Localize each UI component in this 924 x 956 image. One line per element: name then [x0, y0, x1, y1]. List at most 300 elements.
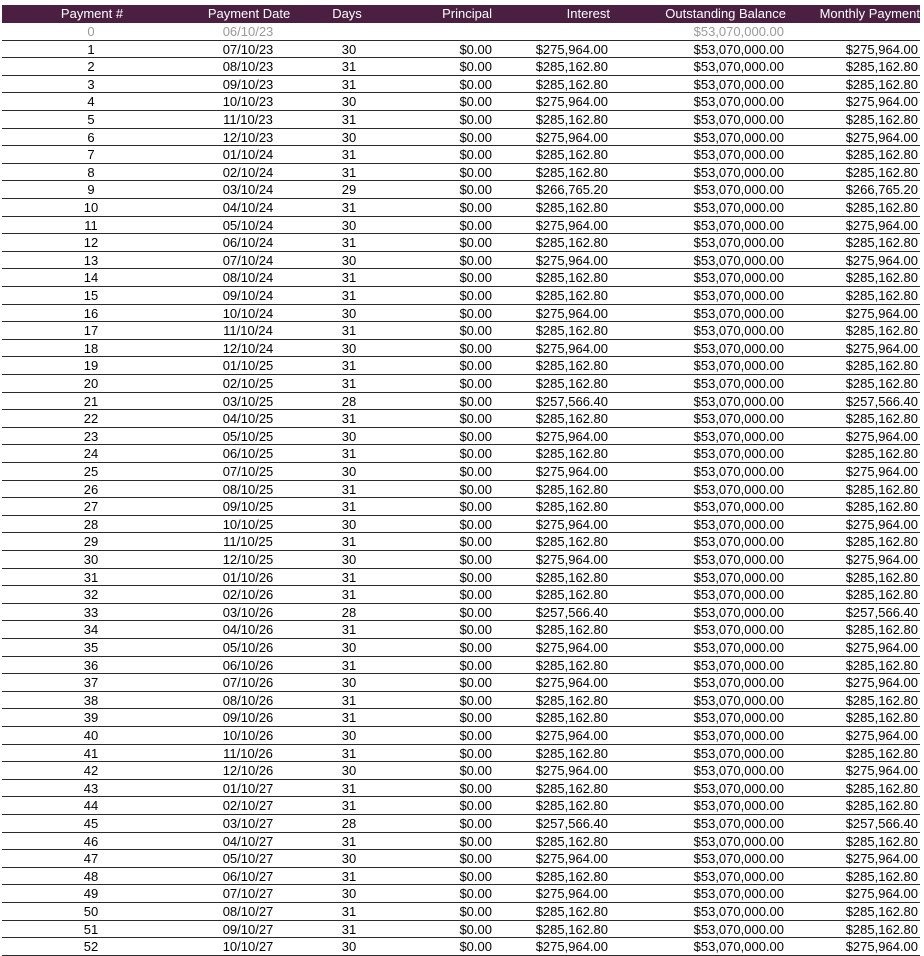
cell-payment-date: 09/10/27: [222, 921, 274, 937]
cell-interest: $285,162.80: [535, 710, 608, 726]
cell-monthly-payment: $275,964.00: [845, 41, 918, 57]
cell-outstanding-balance: $53,070,000.00: [693, 59, 784, 75]
cell-payment-date: 02/10/27: [222, 798, 274, 814]
cell-outstanding-balance: $53,070,000.00: [693, 129, 784, 145]
table-row: [2, 797, 920, 815]
cell-monthly-payment: $285,162.80: [845, 657, 918, 673]
cell-principal: $0.00: [459, 428, 492, 444]
cell-days: 31: [341, 833, 357, 849]
cell-interest: $285,162.80: [535, 112, 608, 127]
cell-payment-date: 07/10/25: [222, 464, 274, 479]
cell-days: 31: [341, 76, 357, 92]
header-monthly-payment: Monthly Payment: [819, 6, 920, 21]
cell-principal: $0.00: [459, 534, 492, 550]
cell-principal: $0.00: [459, 816, 492, 831]
cell-outstanding-balance: $53,070,000.00: [693, 939, 784, 955]
cell-interest: $275,964.00: [535, 217, 608, 233]
cell-principal: $0.00: [459, 464, 492, 479]
cell-days: 31: [341, 323, 357, 339]
cell-payment-date: 08/10/25: [222, 481, 274, 497]
cell-outstanding-balance: $53,070,000.00: [693, 675, 784, 691]
table-row: [2, 903, 920, 921]
cell-payment-date: 02/10/24: [222, 164, 274, 180]
cell-payment-date: 11/10/24: [223, 323, 273, 339]
cell-days: 30: [341, 552, 357, 567]
table-row: [2, 885, 920, 903]
cell-outstanding-balance: $53,070,000.00: [693, 552, 784, 567]
cell-payment-date: 01/10/24: [222, 147, 274, 163]
cell-days: 30: [341, 728, 357, 743]
cell-payment-date: 09/10/24: [222, 288, 274, 303]
cell-outstanding-balance: $53,070,000.00: [693, 112, 784, 127]
table-row: [2, 727, 920, 745]
table-row: [2, 305, 920, 323]
cell-payment-date: 06/10/23: [222, 24, 274, 39]
cell-principal: $0.00: [459, 622, 492, 638]
cell-interest: $285,162.80: [535, 358, 608, 374]
table-row: [2, 93, 920, 111]
cell-interest: $285,162.80: [535, 587, 608, 603]
cell-payment-number: 6: [87, 129, 95, 145]
cell-interest: $285,162.80: [535, 59, 608, 75]
cell-payment-number: 2: [87, 59, 95, 75]
cell-monthly-payment: $275,964.00: [845, 217, 918, 233]
cell-payment-number: 0: [87, 24, 95, 39]
cell-monthly-payment: $285,162.80: [845, 76, 918, 92]
cell-principal: $0.00: [459, 358, 492, 374]
cell-payment-number: 32: [83, 587, 99, 603]
cell-payment-number: 17: [83, 323, 99, 339]
cell-principal: $0.00: [459, 780, 492, 796]
cell-monthly-payment: $285,162.80: [845, 904, 918, 919]
cell-days: 31: [341, 745, 357, 761]
cell-interest: $275,964.00: [535, 41, 608, 57]
cell-payment-number: 10: [83, 200, 99, 215]
cell-principal: $0.00: [459, 129, 492, 145]
cell-interest: $275,964.00: [535, 939, 608, 955]
cell-outstanding-balance: $53,070,000.00: [693, 728, 784, 743]
cell-interest: $275,964.00: [535, 640, 608, 655]
table-row: [2, 780, 920, 798]
cell-monthly-payment: $285,162.80: [845, 200, 918, 215]
cell-principal: $0.00: [459, 323, 492, 339]
cell-payment-number: 11: [84, 217, 98, 233]
header-principal: Principal: [442, 6, 492, 21]
cell-monthly-payment: $285,162.80: [845, 446, 918, 462]
cell-interest: $285,162.80: [535, 411, 608, 427]
table-row: [2, 921, 920, 939]
cell-payment-number: 28: [83, 516, 99, 532]
cell-interest: $285,162.80: [535, 481, 608, 497]
cell-outstanding-balance: $53,070,000.00: [693, 868, 784, 884]
cell-payment-number: 48: [83, 868, 99, 884]
cell-monthly-payment: $285,162.80: [845, 164, 918, 180]
cell-monthly-payment: $285,162.80: [845, 587, 918, 603]
cell-interest: $285,162.80: [535, 904, 608, 919]
cell-monthly-payment: $275,964.00: [845, 640, 918, 655]
cell-interest: $285,162.80: [535, 323, 608, 339]
table-row: [2, 621, 920, 639]
cell-interest: $275,964.00: [535, 675, 608, 691]
cell-days: 31: [341, 112, 357, 127]
cell-payment-date: 04/10/25: [222, 411, 274, 427]
cell-days: 31: [341, 358, 357, 374]
cell-outstanding-balance: $53,070,000.00: [693, 41, 784, 57]
cell-outstanding-balance: $53,070,000.00: [693, 780, 784, 796]
cell-outstanding-balance: $53,070,000.00: [693, 76, 784, 92]
cell-payment-date: 03/10/27: [222, 816, 274, 831]
cell-principal: $0.00: [459, 59, 492, 75]
cell-payment-number: 5: [87, 112, 95, 127]
cell-payment-number: 23: [83, 428, 99, 444]
cell-principal: $0.00: [459, 411, 492, 427]
cell-interest: $275,964.00: [535, 94, 608, 110]
cell-payment-number: 35: [83, 640, 99, 655]
cell-days: 30: [341, 428, 357, 444]
cell-days: 30: [341, 851, 357, 867]
cell-interest: $285,162.80: [535, 288, 608, 303]
table-row: [2, 111, 920, 129]
table-row: [2, 551, 920, 569]
cell-monthly-payment: $275,964.00: [845, 516, 918, 532]
cell-principal: $0.00: [459, 939, 492, 955]
cell-outstanding-balance: $53,070,000.00: [693, 235, 784, 251]
table-row: [2, 745, 920, 763]
cell-days: 30: [341, 94, 357, 110]
cell-payment-date: 02/10/25: [222, 376, 274, 391]
cell-interest: $285,162.80: [535, 692, 608, 708]
table-row: [2, 709, 920, 727]
header-payment-number: Payment #: [60, 6, 124, 21]
cell-monthly-payment: $285,162.80: [845, 376, 918, 391]
cell-interest: $285,162.80: [535, 147, 608, 163]
table-row: [2, 129, 920, 147]
cell-interest: $285,162.80: [535, 780, 608, 796]
cell-payment-date: 08/10/27: [222, 904, 274, 919]
cell-outstanding-balance: $53,070,000.00: [693, 147, 784, 163]
table-row: [2, 498, 920, 516]
table-row: [2, 217, 920, 235]
cell-monthly-payment: $275,964.00: [845, 886, 918, 902]
cell-payment-date: 12/10/26: [222, 763, 274, 779]
cell-outstanding-balance: $53,070,000.00: [693, 534, 784, 550]
cell-payment-number: 52: [83, 939, 99, 955]
cell-principal: $0.00: [459, 833, 492, 849]
cell-days: 28: [341, 393, 357, 409]
header-interest: Interest: [566, 6, 610, 21]
cell-principal: $0.00: [459, 235, 492, 251]
cell-interest: $275,964.00: [535, 340, 608, 356]
cell-payment-date: 08/10/23: [222, 59, 274, 75]
cell-days: 30: [341, 939, 357, 955]
cell-payment-date: 05/10/24: [222, 217, 274, 233]
cell-outstanding-balance: $53,070,000.00: [693, 428, 784, 444]
cell-days: 28: [341, 816, 357, 831]
cell-payment-date: 08/10/26: [222, 692, 274, 708]
cell-principal: $0.00: [459, 94, 492, 110]
cell-principal: $0.00: [459, 710, 492, 726]
cell-monthly-payment: $257,566.40: [845, 393, 918, 409]
cell-interest: $285,162.80: [535, 569, 608, 585]
cell-payment-number: 31: [83, 569, 99, 585]
table-row: [2, 234, 920, 252]
cell-interest: $275,964.00: [535, 464, 608, 479]
cell-payment-date: 05/10/27: [222, 851, 274, 867]
cell-monthly-payment: $285,162.80: [845, 745, 918, 761]
table-row: [2, 516, 920, 534]
cell-monthly-payment: $275,964.00: [845, 428, 918, 444]
cell-days: 31: [341, 59, 357, 75]
header-outstanding-balance: Outstanding Balance: [665, 6, 786, 21]
cell-outstanding-balance: $53,070,000.00: [693, 604, 784, 620]
cell-principal: $0.00: [459, 904, 492, 919]
cell-days: 31: [341, 622, 357, 638]
cell-payment-date: 09/10/26: [222, 710, 274, 726]
cell-monthly-payment: $285,162.80: [845, 780, 918, 796]
cell-days: 30: [341, 464, 357, 479]
cell-payment-date: 01/10/25: [222, 358, 274, 374]
cell-outstanding-balance: $53,070,000.00: [693, 587, 784, 603]
cell-principal: $0.00: [459, 798, 492, 814]
cell-payment-date: 07/10/24: [222, 252, 274, 268]
cell-monthly-payment: $285,162.80: [845, 921, 918, 937]
cell-outstanding-balance: $53,070,000.00: [693, 745, 784, 761]
cell-monthly-payment: $275,964.00: [845, 94, 918, 110]
cell-payment-number: 7: [87, 147, 95, 163]
cell-days: 31: [341, 534, 357, 550]
table-row: [2, 375, 920, 393]
cell-payment-date: 01/10/26: [222, 569, 274, 585]
cell-days: 31: [341, 692, 357, 708]
table-row: [2, 41, 920, 59]
cell-payment-date: 05/10/25: [222, 428, 274, 444]
cell-payment-number: 37: [83, 675, 99, 691]
cell-principal: $0.00: [459, 552, 492, 567]
cell-monthly-payment: $285,162.80: [845, 798, 918, 814]
cell-payment-date: 01/10/27: [222, 780, 274, 796]
cell-monthly-payment: $285,162.80: [845, 481, 918, 497]
table-row: [2, 393, 920, 411]
cell-payment-number: 19: [83, 358, 99, 374]
cell-principal: $0.00: [459, 182, 492, 198]
cell-monthly-payment: $285,162.80: [845, 411, 918, 427]
cell-outstanding-balance: $53,070,000.00: [693, 217, 784, 233]
cell-outstanding-balance: $53,070,000.00: [693, 305, 784, 321]
cell-principal: $0.00: [459, 728, 492, 743]
cell-payment-date: 10/10/27: [222, 939, 274, 955]
cell-payment-number: 22: [83, 411, 99, 427]
cell-interest: $285,162.80: [535, 534, 608, 550]
cell-days: 29: [341, 182, 357, 198]
cell-principal: $0.00: [459, 76, 492, 92]
cell-monthly-payment: $275,964.00: [845, 728, 918, 743]
cell-principal: $0.00: [459, 288, 492, 303]
cell-payment-date: 12/10/24: [222, 340, 274, 356]
table-row-initial: [2, 23, 920, 41]
cell-outstanding-balance: $53,070,000.00: [693, 904, 784, 919]
cell-principal: $0.00: [459, 499, 492, 515]
cell-interest: $285,162.80: [535, 446, 608, 462]
table-row: [2, 604, 920, 622]
cell-days: 31: [341, 376, 357, 391]
cell-days: 31: [341, 780, 357, 796]
cell-principal: $0.00: [459, 569, 492, 585]
table-row: [2, 181, 920, 199]
table-row: [2, 146, 920, 164]
cell-payment-number: 24: [83, 446, 99, 462]
cell-monthly-payment: $257,566.40: [845, 816, 918, 831]
table-row: [2, 340, 920, 358]
cell-outstanding-balance: $53,070,000.00: [693, 710, 784, 726]
cell-outstanding-balance: $53,070,000.00: [693, 340, 784, 356]
cell-monthly-payment: $285,162.80: [845, 833, 918, 849]
cell-interest: $285,162.80: [535, 745, 608, 761]
cell-payment-number: 38: [83, 692, 99, 708]
cell-principal: $0.00: [459, 868, 492, 884]
cell-payment-number: 50: [83, 904, 99, 919]
cell-payment-date: 12/10/25: [222, 552, 274, 567]
cell-payment-number: 27: [83, 499, 99, 515]
cell-interest: $275,964.00: [535, 305, 608, 321]
table-row: [2, 463, 920, 481]
cell-days: 31: [341, 868, 357, 884]
cell-payment-number: 36: [83, 657, 99, 673]
cell-payment-date: 08/10/24: [222, 270, 274, 286]
cell-outstanding-balance: $53,070,000.00: [693, 464, 784, 479]
cell-interest: $257,566.40: [535, 816, 608, 831]
cell-monthly-payment: $275,964.00: [845, 129, 918, 145]
cell-payment-date: 07/10/27: [222, 886, 274, 902]
cell-outstanding-balance: $53,070,000.00: [693, 358, 784, 374]
cell-principal: $0.00: [459, 745, 492, 761]
cell-payment-date: 10/10/25: [222, 516, 274, 532]
header-days: Days: [332, 6, 362, 21]
cell-principal: $0.00: [459, 41, 492, 57]
cell-interest: $285,162.80: [535, 76, 608, 92]
cell-interest: $257,566.40: [535, 393, 608, 409]
cell-interest: $275,964.00: [535, 552, 608, 567]
cell-monthly-payment: $275,964.00: [845, 340, 918, 356]
cell-principal: $0.00: [459, 851, 492, 867]
cell-monthly-payment: $275,964.00: [845, 675, 918, 691]
table-row: [2, 815, 920, 833]
cell-days: 30: [341, 129, 357, 145]
cell-interest: $285,162.80: [535, 833, 608, 849]
cell-payment-number: 25: [83, 464, 99, 479]
cell-payment-date: 10/10/24: [222, 305, 274, 321]
cell-payment-number: 14: [83, 270, 99, 286]
cell-days: 30: [341, 340, 357, 356]
cell-days: 31: [341, 921, 357, 937]
cell-interest: $285,162.80: [535, 657, 608, 673]
cell-monthly-payment: $285,162.80: [845, 59, 918, 75]
cell-monthly-payment: $285,162.80: [845, 235, 918, 251]
cell-interest: $275,964.00: [535, 851, 608, 867]
cell-outstanding-balance: $53,070,000.00: [693, 798, 784, 814]
cell-outstanding-balance: $53,070,000.00: [693, 816, 784, 831]
cell-principal: $0.00: [459, 340, 492, 356]
table-row: [2, 850, 920, 868]
cell-outstanding-balance: $53,070,000.00: [693, 569, 784, 585]
cell-days: 31: [341, 411, 357, 427]
cell-payment-number: 34: [83, 622, 99, 638]
cell-outstanding-balance: $53,070,000.00: [693, 833, 784, 849]
cell-outstanding-balance: $53,070,000.00: [693, 270, 784, 286]
cell-interest: $257,566.40: [535, 604, 608, 620]
cell-payment-date: 07/10/26: [222, 675, 274, 691]
cell-outstanding-balance: $53,070,000.00: [693, 376, 784, 391]
table-row: [2, 481, 920, 499]
cell-payment-date: 02/10/26: [222, 587, 274, 603]
cell-payment-date: 11/10/23: [223, 112, 273, 127]
cell-principal: $0.00: [459, 657, 492, 673]
table-row: [2, 569, 920, 587]
cell-interest: $275,964.00: [535, 252, 608, 268]
cell-days: 31: [341, 164, 357, 180]
cell-payment-number: 8: [87, 164, 95, 180]
table-row: [2, 833, 920, 851]
table-row: [2, 76, 920, 94]
cell-interest: $285,162.80: [535, 164, 608, 180]
table-row: [2, 58, 920, 76]
cell-payment-number: 45: [83, 816, 99, 831]
cell-payment-number: 43: [83, 780, 99, 796]
cell-payment-number: 46: [83, 833, 99, 849]
cell-days: 31: [341, 235, 357, 251]
cell-payment-date: 09/10/25: [222, 499, 274, 515]
cell-days: 30: [341, 252, 357, 268]
cell-interest: $275,964.00: [535, 428, 608, 444]
cell-payment-date: 09/10/23: [222, 76, 274, 92]
cell-interest: $285,162.80: [535, 622, 608, 638]
cell-principal: $0.00: [459, 112, 492, 127]
cell-outstanding-balance: $53,070,000.00: [693, 692, 784, 708]
cell-principal: $0.00: [459, 921, 492, 937]
cell-interest: $285,162.80: [535, 499, 608, 515]
cell-payment-number: 4: [87, 94, 95, 110]
cell-monthly-payment: $285,162.80: [845, 692, 918, 708]
cell-days: 31: [341, 200, 357, 215]
table-row: [2, 164, 920, 182]
cell-payment-number: 9: [87, 182, 95, 198]
header-payment-date: Payment Date: [207, 6, 291, 21]
cell-payment-number: 18: [83, 340, 99, 356]
cell-interest: $285,162.80: [535, 921, 608, 937]
cell-interest: $285,162.80: [535, 868, 608, 884]
cell-principal: $0.00: [459, 376, 492, 391]
cell-payment-date: 06/10/25: [222, 446, 274, 462]
table-row: [2, 252, 920, 270]
cell-outstanding-balance: $53,070,000.00: [693, 516, 784, 532]
cell-days: 31: [341, 587, 357, 603]
cell-principal: $0.00: [459, 587, 492, 603]
cell-outstanding-balance: $53,070,000.00: [693, 288, 784, 303]
cell-monthly-payment: $285,162.80: [845, 323, 918, 339]
cell-principal: $0.00: [459, 886, 492, 902]
table-row: [2, 445, 920, 463]
cell-interest: $285,162.80: [535, 798, 608, 814]
cell-days: 31: [341, 710, 357, 726]
cell-outstanding-balance: $53,070,000.00: [693, 411, 784, 427]
table-row: [2, 586, 920, 604]
cell-outstanding-balance: $53,070,000.00: [693, 446, 784, 462]
cell-outstanding-balance: $53,070,000.00: [693, 182, 784, 198]
cell-payment-number: 20: [83, 376, 99, 391]
table-row: [2, 762, 920, 780]
table-header: [2, 5, 920, 23]
cell-interest: $275,964.00: [535, 516, 608, 532]
cell-monthly-payment: $285,162.80: [845, 288, 918, 303]
